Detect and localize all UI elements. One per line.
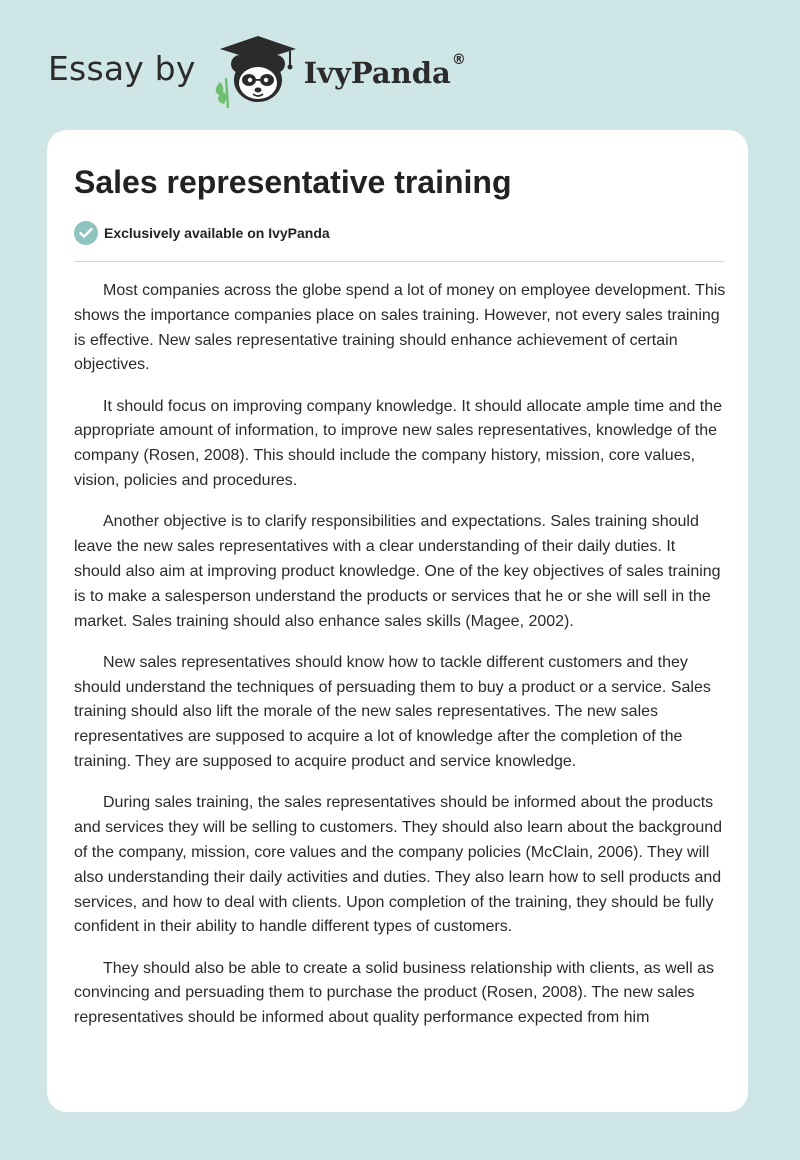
registered-mark: ® (451, 52, 466, 68)
paragraph: During sales training, the sales representatives should be informed about the products and services they will be selling to customers. They should also learn about the background of the company, mission, core values and the company policies (McClain, 2006). They will also understanding their daily activities and duties. They also learn how to sell products and services, and how to deal with clients. Upon completion of the training, they should be fully confident in their ability to handle different types of customers. (74, 794, 723, 936)
brand-name: IvyPanda® (303, 52, 466, 90)
page-title: Sales representative training (74, 164, 512, 200)
essay-by-label: Essay by (48, 48, 196, 88)
exclusive-label: Exclusively available on IvyPanda (104, 225, 330, 241)
divider (74, 261, 724, 262)
exclusive-badge (74, 221, 330, 245)
paragraph: New sales representatives should know how to tackle different customers and they should understand the techniques of persuading them to buy a product or a service. Sales training should also lift the morale of the new sales representatives. The new sales representatives are supposed to acquire a lot of knowledge after the completion of the training. They are supposed to acquire product and service knowledge. (74, 653, 711, 771)
site-logo[interactable] (48, 30, 466, 110)
check-circle-icon (74, 221, 98, 245)
paragraph: It should focus on improving company knowledge. It should allocate ample time and the appropriate amount of information, to improve new sales representatives, knowledge of the company (Rosen, 2008). This should include the company history, mission, core values, vision, policies and procedures. (74, 397, 723, 490)
panda-graduation-cap-icon (210, 30, 302, 110)
essay-body (74, 279, 726, 1048)
paragraph: Another objective is to clarify responsibilities and expectations. Sales training should leave the new sales representatives with a clear understanding of their daily duties. It should also aim at improving product knowledge. One of the key objectives of sales training is to make a salesperson understand the products or services that he or she will sell in the market. Sales training should also enhance sales skills (Magee, 2002). (74, 513, 721, 630)
essay-card (47, 130, 748, 1112)
paragraph: They should also be able to create a solid business relationship with clients, as well as convincing and persuading them to purchase the product (Rosen, 2008). The new sales representatives should be informed about quality performance expected from him (74, 959, 714, 1027)
paragraph: Most companies across the globe spend a lot of money on employee development. This shows the importance companies place on sales training. However, not every sales training is effective. New sales representative training should enhance achievement of certain objectives. (74, 282, 726, 374)
